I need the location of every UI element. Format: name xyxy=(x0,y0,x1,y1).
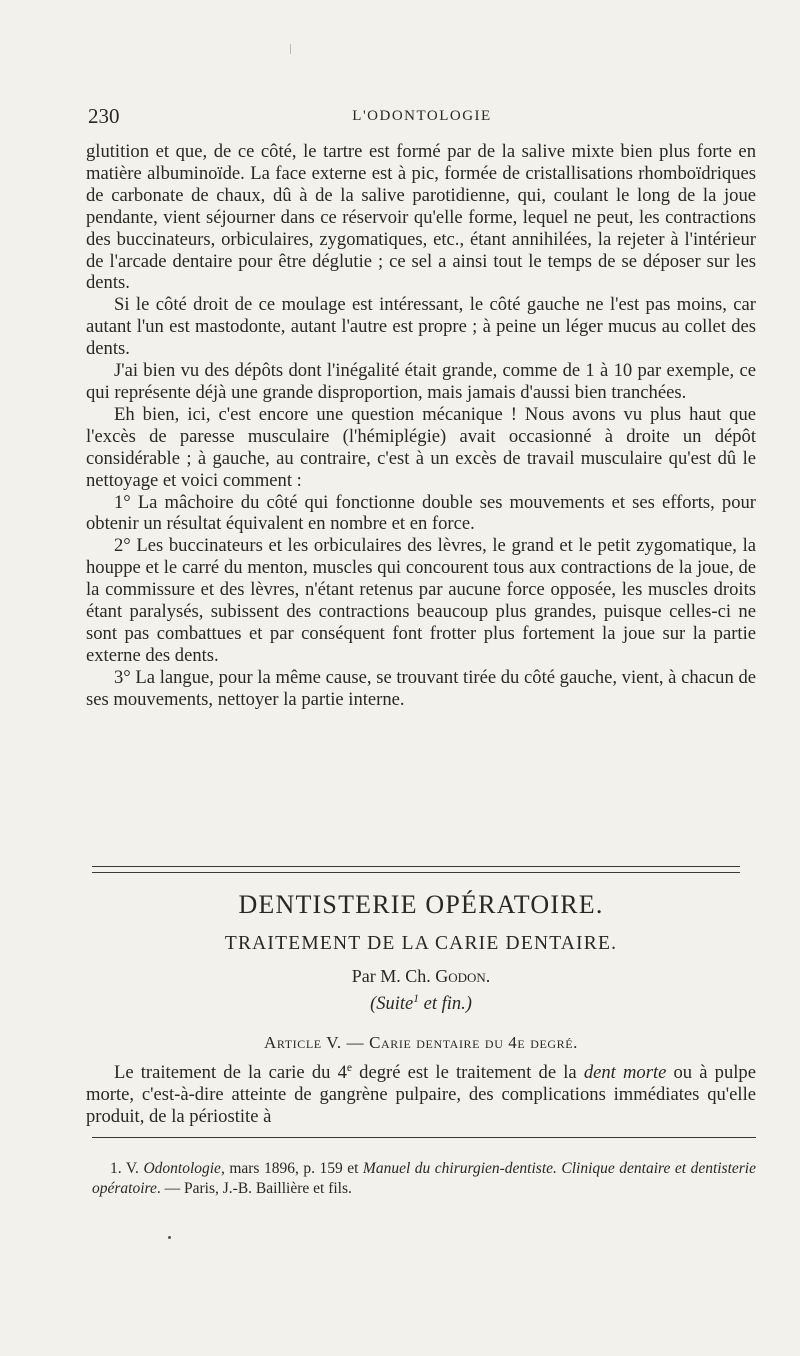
double-rule-divider xyxy=(92,866,740,873)
paper-mark xyxy=(290,44,291,54)
section-body-text xyxy=(86,1062,756,1128)
paragraph: 1° La mâchoire du côté qui fonctionne double ses mouvements et ses efforts, pour obtenir un résultat équivalent en nombre et en force. xyxy=(86,491,756,535)
article-title: TRAITEMENT DE LA CARIE DENTAIRE. xyxy=(224,933,618,954)
section-title: DENTISTERIE OPÉRATOIRE. xyxy=(238,890,604,919)
superscript: e xyxy=(346,1061,353,1074)
suite-line: (Suite$^1$ et fin.) xyxy=(370,992,472,1014)
text-run: degré est le traitement de la xyxy=(352,1062,584,1083)
footnote-publisher: . — Paris, J.-B. Baillière et fils. xyxy=(156,1180,352,1197)
footnote-book: Manuel du chirurgien-dentiste. Clinique dentaire et dentisterie opératoire xyxy=(92,1160,756,1197)
footnote-rule xyxy=(92,1137,756,1138)
footnote-marker: 1 xyxy=(413,992,419,1005)
paragraph: 2° Les buccinateurs et les orbiculaires des lèvres, le grand et le petit zygomatique, la houppe et le carré du menton, muscles qui concourent tous aux contractions de la joue, de la commissure et des lèvres, n'étant retenus par aucune force opposée, les muscles droits étant paralysés, subissent des contractions beaucoup plus grandes, puisque celles-ci ne sont pas combattues et par conséquent font frotter plus fortement la joue sur la partie externe des dents. xyxy=(86,535,756,666)
footnote-journal: Odontologie xyxy=(143,1160,221,1177)
paragraph: 3° La langue, pour la même cause, se trouvant tirée du côté gauche, vient, à chacun de ses mouvements, nettoyer la partie interne. xyxy=(86,666,756,710)
suite-rest: et fin. xyxy=(418,994,466,1014)
suite-word: Suite xyxy=(376,994,414,1014)
author-name: Godon xyxy=(435,966,486,986)
footnote xyxy=(92,1159,756,1199)
paragraph: J'ai bien vu des dépôts dont l'inégalité était grande, comme de 1 à 10 par exemple, ce qui représente déjà une grande disproportion, mais jamais d'aussi bien tranchées. xyxy=(86,360,756,403)
running-title: L'ODONTOLOGIE xyxy=(352,108,492,124)
ink-speck xyxy=(168,1236,171,1239)
author-suffix: . xyxy=(485,966,491,986)
footnote-number: 1. V. xyxy=(110,1160,144,1177)
italic-term: dent morte xyxy=(583,1062,667,1083)
author-line xyxy=(86,966,756,987)
author-prefix: Par M. Ch. xyxy=(351,966,436,986)
paragraph: Si le côté droit de ce moulage est intéressant, le côté gauche ne l'est pas moins, car autant l'un est mastodonte, autant l'autre est propre ; à peine un léger mucus au collet des dents. xyxy=(86,294,756,360)
running-head xyxy=(88,104,756,130)
page-number: 230 xyxy=(88,104,120,128)
paragraph xyxy=(86,1062,756,1128)
footnote-ref: , mars 1896, p. 159 et xyxy=(220,1160,363,1177)
text-run: Le traitement de la carie du 4 xyxy=(114,1062,347,1083)
body-text xyxy=(86,141,756,711)
paragraph: glutition et que, de ce côté, le tartre est formé par de la salive mixte bien plus forte en matière albuminoïde. La face externe est à pic, formée de cristallisations rhomboïdriques de carbonate de chaux, dû à de la salive parotidienne, qui, coulant le long de la joue pendante, vient séjourner dans ce réservoir qu'elle forme, lequel ne peut, les contractions des buccinateurs, orbiculaires, zygomatiques, etc., étant annihilées, la rejeter à l'intérieur de l'arcade dentaire pour être déglutie ; ce sel a ainsi tout le temps de se déposer sur les dents. xyxy=(86,141,756,294)
paragraph: Eh bien, ici, c'est encore une question mécanique ! Nous avons vu plus haut que l'excès de paresse musculaire (l'hémiplégie) avait occasionné à droite un dépôt considérable ; à gauche, au contraire, c'est à un excès de travail musculaire qu'est dû le nettoyage et voici comment : xyxy=(86,403,756,491)
footnote-text xyxy=(92,1159,756,1199)
article-heading: Article V. — Carie dentaire du 4e degré. xyxy=(263,1033,579,1052)
text-run: ou à pulpe morte, c'est-à-dire atteinte de gangrène pulpaire, des complications immédiates qu'elle produit, de la périostite à xyxy=(86,1062,756,1127)
